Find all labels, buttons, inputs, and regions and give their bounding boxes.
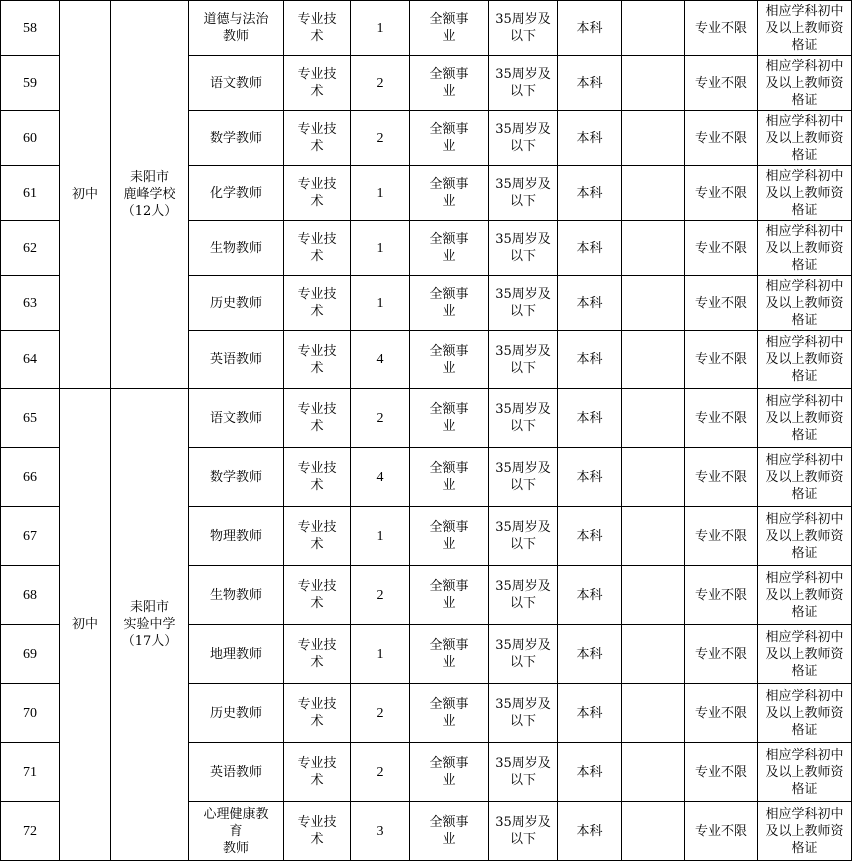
age-requirement: 35周岁及 以下 (489, 743, 558, 802)
major-requirement: 专业不限 (685, 566, 758, 625)
row-number: 58 (1, 1, 60, 56)
education-requirement: 本科 (558, 389, 622, 448)
position-type: 专业技 术 (284, 221, 351, 276)
funding-type: 全额事 业 (410, 1, 489, 56)
blank-cell (622, 389, 685, 448)
education-requirement: 本科 (558, 802, 622, 861)
education-requirement: 本科 (558, 684, 622, 743)
hire-count: 2 (351, 743, 410, 802)
certificate-requirement: 相应学科初中 及以上教师资 格证 (758, 684, 852, 743)
major-requirement: 专业不限 (685, 56, 758, 111)
blank-cell (622, 111, 685, 166)
education-requirement: 本科 (558, 166, 622, 221)
certificate-requirement: 相应学科初中 及以上教师资 格证 (758, 1, 852, 56)
row-number: 65 (1, 389, 60, 448)
certificate-requirement: 相应学科初中 及以上教师资 格证 (758, 743, 852, 802)
hire-count: 1 (351, 221, 410, 276)
funding-type: 全额事 业 (410, 389, 489, 448)
blank-cell (622, 221, 685, 276)
row-number: 69 (1, 625, 60, 684)
position-name: 英语教师 (189, 743, 284, 802)
blank-cell (622, 448, 685, 507)
school-level-cell: 初中 (60, 1, 111, 389)
certificate-requirement: 相应学科初中 及以上教师资 格证 (758, 566, 852, 625)
blank-cell (622, 684, 685, 743)
position-type: 专业技 术 (284, 566, 351, 625)
major-requirement: 专业不限 (685, 221, 758, 276)
age-requirement: 35周岁及 以下 (489, 331, 558, 389)
position-type: 专业技 术 (284, 56, 351, 111)
hire-count: 2 (351, 111, 410, 166)
certificate-requirement: 相应学科初中 及以上教师资 格证 (758, 389, 852, 448)
school-level-cell: 初中 (60, 389, 111, 861)
certificate-requirement: 相应学科初中 及以上教师资 格证 (758, 166, 852, 221)
funding-type: 全额事 业 (410, 276, 489, 331)
funding-type: 全额事 业 (410, 507, 489, 566)
row-number: 59 (1, 56, 60, 111)
education-requirement: 本科 (558, 566, 622, 625)
age-requirement: 35周岁及 以下 (489, 802, 558, 861)
position-type: 专业技 术 (284, 448, 351, 507)
hire-count: 2 (351, 389, 410, 448)
row-number: 70 (1, 684, 60, 743)
major-requirement: 专业不限 (685, 625, 758, 684)
position-type: 专业技 术 (284, 331, 351, 389)
funding-type: 全额事 业 (410, 684, 489, 743)
position-name: 物理教师 (189, 507, 284, 566)
age-requirement: 35周岁及 以下 (489, 684, 558, 743)
hire-count: 1 (351, 507, 410, 566)
row-number: 71 (1, 743, 60, 802)
position-name: 数学教师 (189, 448, 284, 507)
age-requirement: 35周岁及 以下 (489, 221, 558, 276)
major-requirement: 专业不限 (685, 802, 758, 861)
age-requirement: 35周岁及 以下 (489, 56, 558, 111)
row-number: 63 (1, 276, 60, 331)
funding-type: 全额事 业 (410, 448, 489, 507)
blank-cell (622, 507, 685, 566)
position-name: 历史教师 (189, 276, 284, 331)
hire-count: 1 (351, 276, 410, 331)
row-number: 62 (1, 221, 60, 276)
major-requirement: 专业不限 (685, 743, 758, 802)
hire-count: 3 (351, 802, 410, 861)
blank-cell (622, 276, 685, 331)
row-number: 61 (1, 166, 60, 221)
position-name: 道德与法治 教师 (189, 1, 284, 56)
position-name: 生物教师 (189, 566, 284, 625)
row-number: 64 (1, 331, 60, 389)
row-number: 68 (1, 566, 60, 625)
position-type: 专业技 术 (284, 802, 351, 861)
hire-count: 2 (351, 56, 410, 111)
age-requirement: 35周岁及 以下 (489, 507, 558, 566)
blank-cell (622, 1, 685, 56)
row-number: 67 (1, 507, 60, 566)
major-requirement: 专业不限 (685, 684, 758, 743)
position-name: 数学教师 (189, 111, 284, 166)
table-row (1, 389, 852, 448)
table-body (1, 1, 852, 861)
age-requirement: 35周岁及 以下 (489, 448, 558, 507)
age-requirement: 35周岁及 以下 (489, 1, 558, 56)
blank-cell (622, 56, 685, 111)
age-requirement: 35周岁及 以下 (489, 625, 558, 684)
blank-cell (622, 802, 685, 861)
certificate-requirement: 相应学科初中 及以上教师资 格证 (758, 111, 852, 166)
position-type: 专业技 术 (284, 389, 351, 448)
education-requirement: 本科 (558, 56, 622, 111)
position-name: 地理教师 (189, 625, 284, 684)
education-requirement: 本科 (558, 743, 622, 802)
position-name: 语文教师 (189, 56, 284, 111)
funding-type: 全额事 业 (410, 56, 489, 111)
certificate-requirement: 相应学科初中 及以上教师资 格证 (758, 331, 852, 389)
position-name: 心理健康教 育 教师 (189, 802, 284, 861)
school-name-cell: 耒阳市 鹿峰学校 （12人） (111, 1, 189, 389)
certificate-requirement: 相应学科初中 及以上教师资 格证 (758, 625, 852, 684)
age-requirement: 35周岁及 以下 (489, 166, 558, 221)
position-type: 专业技 术 (284, 743, 351, 802)
certificate-requirement: 相应学科初中 及以上教师资 格证 (758, 802, 852, 861)
hire-count: 4 (351, 448, 410, 507)
education-requirement: 本科 (558, 221, 622, 276)
hire-count: 2 (351, 684, 410, 743)
blank-cell (622, 166, 685, 221)
major-requirement: 专业不限 (685, 276, 758, 331)
education-requirement: 本科 (558, 331, 622, 389)
education-requirement: 本科 (558, 1, 622, 56)
funding-type: 全额事 业 (410, 802, 489, 861)
education-requirement: 本科 (558, 507, 622, 566)
major-requirement: 专业不限 (685, 389, 758, 448)
education-requirement: 本科 (558, 448, 622, 507)
funding-type: 全额事 业 (410, 743, 489, 802)
major-requirement: 专业不限 (685, 111, 758, 166)
funding-type: 全额事 业 (410, 166, 489, 221)
funding-type: 全额事 业 (410, 625, 489, 684)
position-name: 化学教师 (189, 166, 284, 221)
position-type: 专业技 术 (284, 625, 351, 684)
position-type: 专业技 术 (284, 111, 351, 166)
hire-count: 1 (351, 625, 410, 684)
hire-count: 4 (351, 331, 410, 389)
education-requirement: 本科 (558, 625, 622, 684)
position-name: 语文教师 (189, 389, 284, 448)
funding-type: 全额事 业 (410, 111, 489, 166)
age-requirement: 35周岁及 以下 (489, 276, 558, 331)
certificate-requirement: 相应学科初中 及以上教师资 格证 (758, 507, 852, 566)
blank-cell (622, 331, 685, 389)
position-type: 专业技 术 (284, 166, 351, 221)
certificate-requirement: 相应学科初中 及以上教师资 格证 (758, 448, 852, 507)
row-number: 66 (1, 448, 60, 507)
major-requirement: 专业不限 (685, 507, 758, 566)
position-name: 英语教师 (189, 331, 284, 389)
certificate-requirement: 相应学科初中 及以上教师资 格证 (758, 56, 852, 111)
education-requirement: 本科 (558, 276, 622, 331)
position-name: 历史教师 (189, 684, 284, 743)
hire-count: 1 (351, 166, 410, 221)
blank-cell (622, 566, 685, 625)
funding-type: 全额事 业 (410, 221, 489, 276)
blank-cell (622, 625, 685, 684)
certificate-requirement: 相应学科初中 及以上教师资 格证 (758, 221, 852, 276)
row-number: 72 (1, 802, 60, 861)
position-type: 专业技 术 (284, 1, 351, 56)
major-requirement: 专业不限 (685, 1, 758, 56)
position-name: 生物教师 (189, 221, 284, 276)
education-requirement: 本科 (558, 111, 622, 166)
major-requirement: 专业不限 (685, 448, 758, 507)
blank-cell (622, 743, 685, 802)
hire-count: 2 (351, 566, 410, 625)
certificate-requirement: 相应学科初中 及以上教师资 格证 (758, 276, 852, 331)
position-type: 专业技 术 (284, 684, 351, 743)
major-requirement: 专业不限 (685, 166, 758, 221)
position-type: 专业技 术 (284, 276, 351, 331)
school-name-cell: 耒阳市 实验中学 （17人） (111, 389, 189, 861)
funding-type: 全额事 业 (410, 566, 489, 625)
age-requirement: 35周岁及 以下 (489, 111, 558, 166)
row-number: 60 (1, 111, 60, 166)
funding-type: 全额事 业 (410, 331, 489, 389)
position-type: 专业技 术 (284, 507, 351, 566)
table-row (1, 1, 852, 56)
age-requirement: 35周岁及 以下 (489, 389, 558, 448)
age-requirement: 35周岁及 以下 (489, 566, 558, 625)
hire-count: 1 (351, 1, 410, 56)
major-requirement: 专业不限 (685, 331, 758, 389)
